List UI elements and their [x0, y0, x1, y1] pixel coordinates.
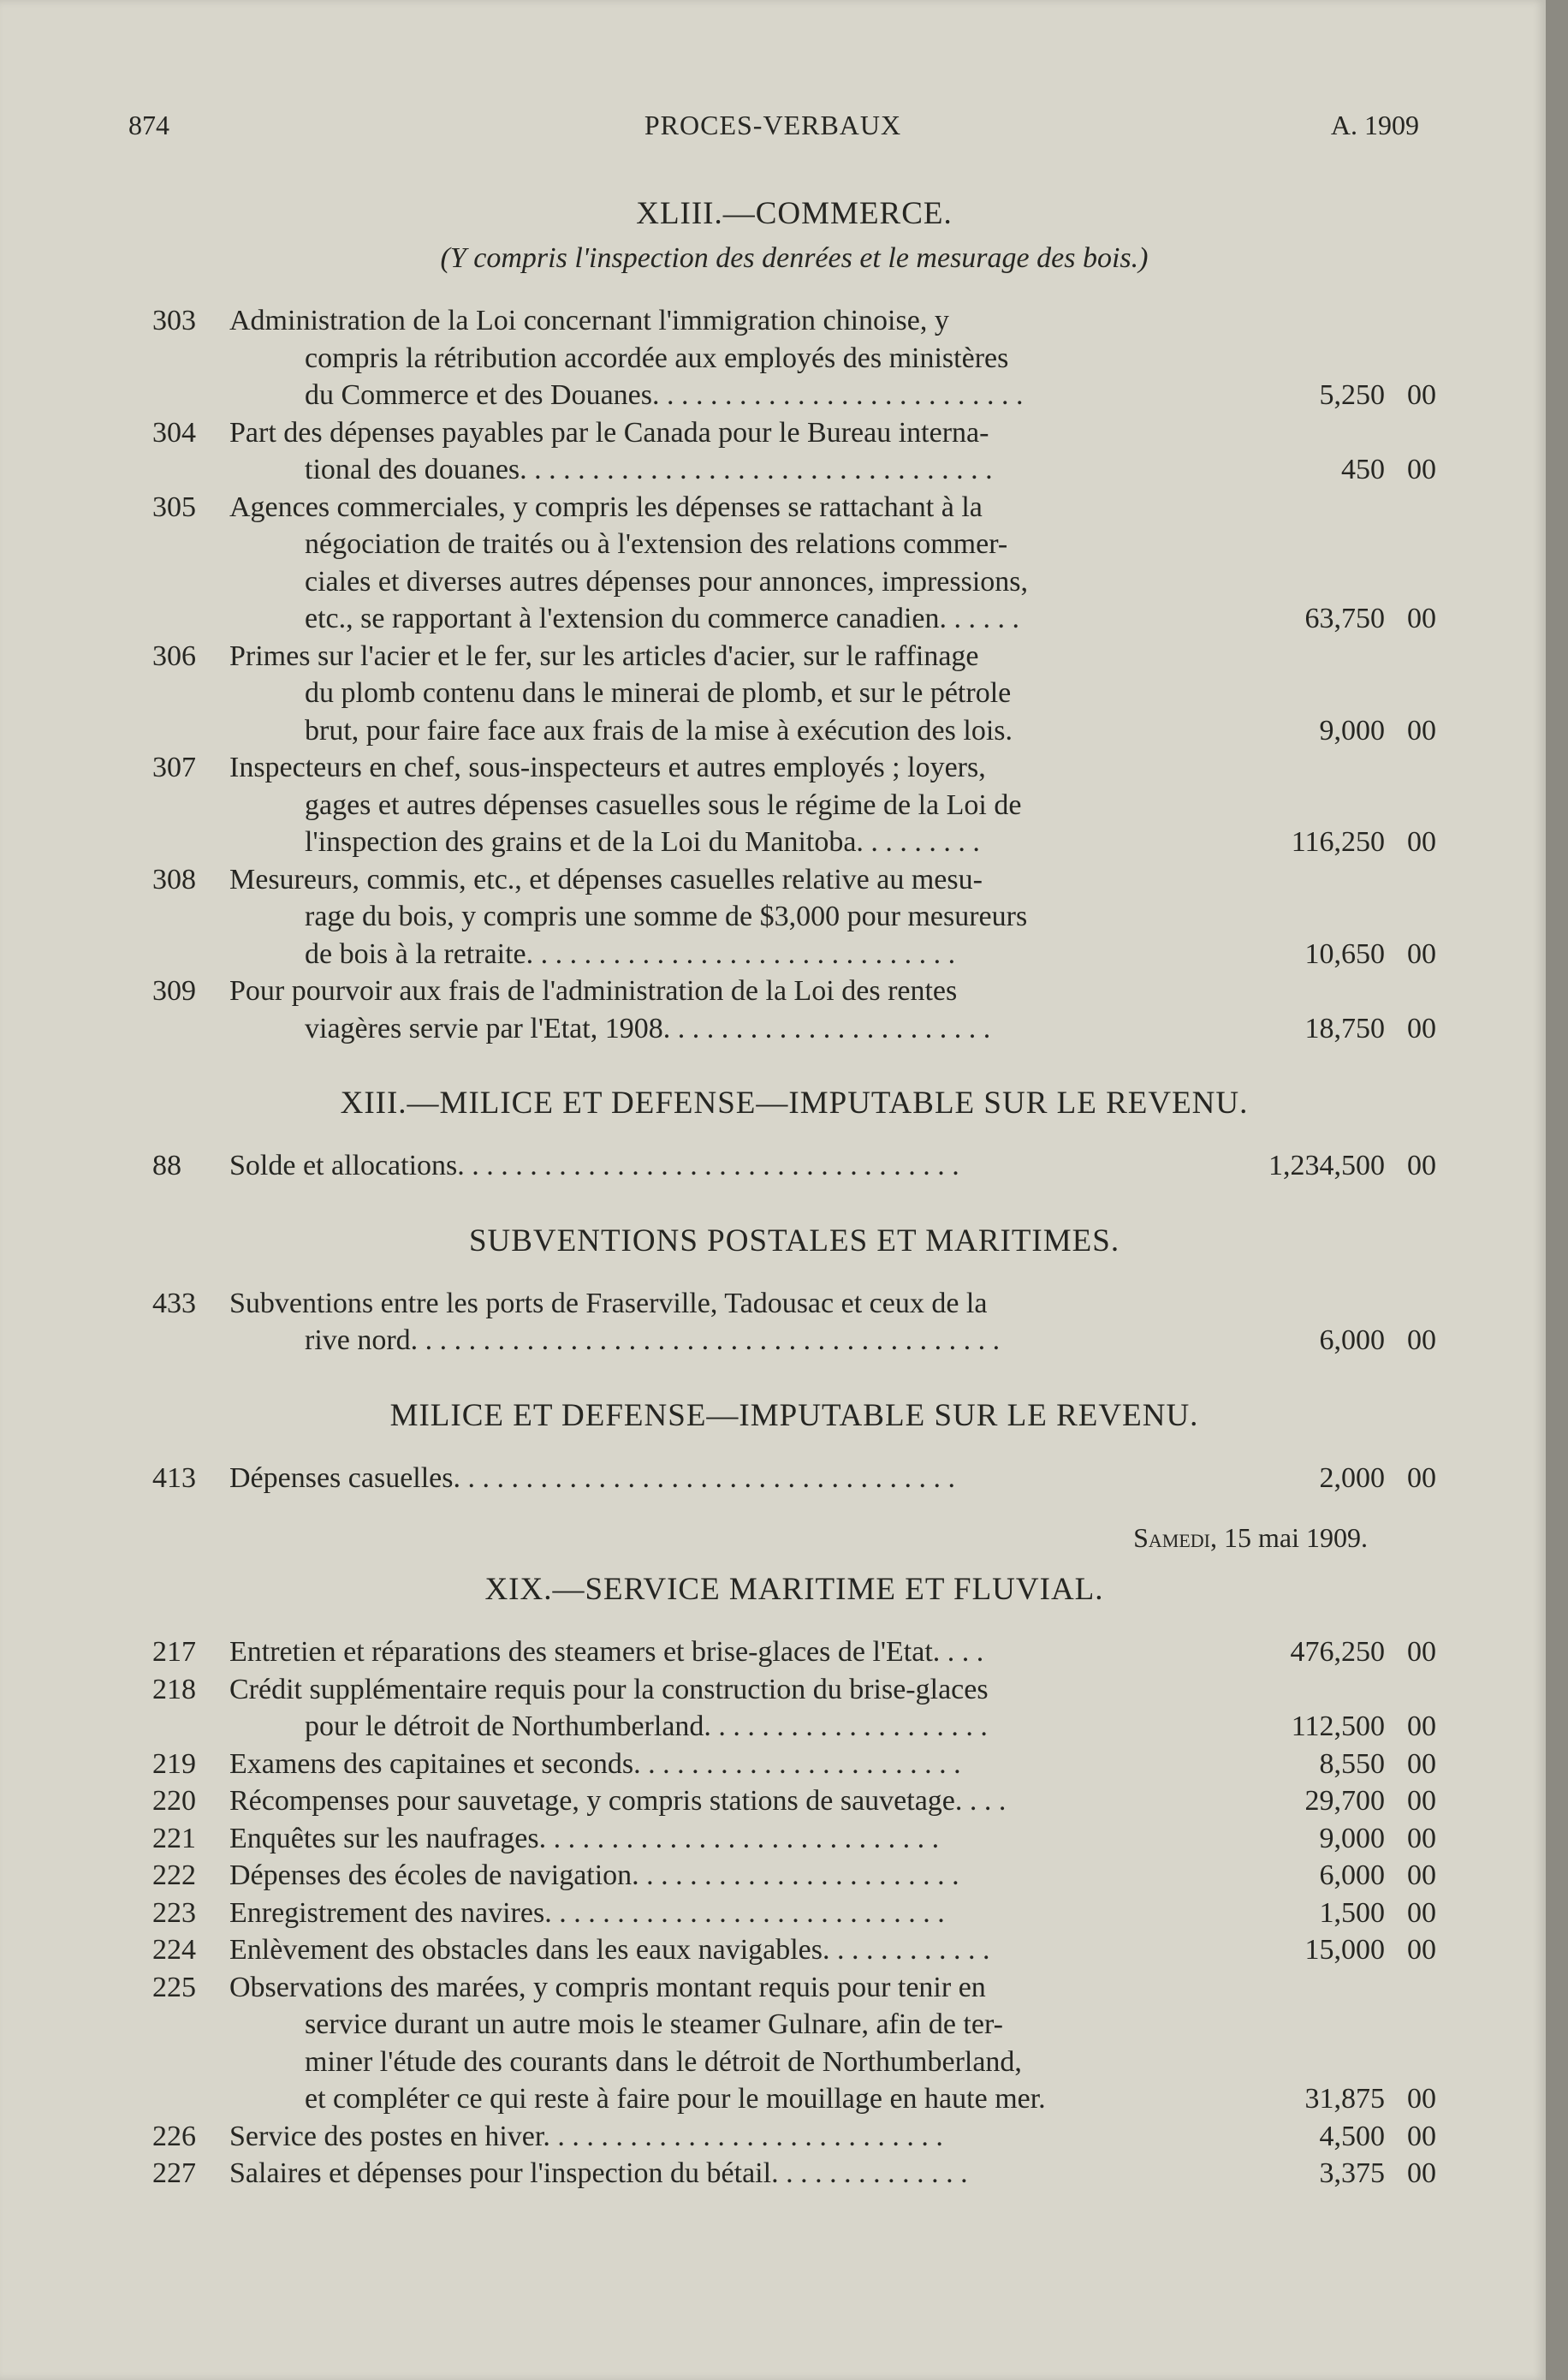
description-line: Crédit supplémentaire requis pour la construction du brise-glaces — [229, 1673, 989, 1705]
item-number: 223 — [152, 1896, 196, 1929]
description-line: Examens des capitaines et seconds. . . . . . . . . . . . . . . . . . . . . . . — [229, 1747, 961, 1780]
description-line: Administration de la Loi concernant l'immigration chinoise, y — [229, 305, 949, 336]
item-number: 308 — [152, 863, 196, 895]
description-line: service durant un autre mois le steamer Gulnare, afin de ter- — [305, 2008, 1003, 2040]
budget-item-row — [152, 1895, 1436, 1932]
item-description — [229, 1895, 1255, 1932]
item-amount — [1255, 414, 1436, 489]
item-amount — [1255, 1969, 1436, 2118]
amount-cents: 00 — [1407, 454, 1436, 485]
description-line: Récompenses pour sauvetage, y compris stations de sauvetage. . . . — [229, 1785, 1007, 1817]
description-line: rage du bois, y compris une somme de $3,000 pour mesureurs — [305, 901, 1028, 932]
amount-dollars: 116,250 — [1291, 826, 1385, 858]
item-amount — [1255, 1820, 1436, 1858]
budget-item-row — [152, 1820, 1436, 1858]
amount-cents: 00 — [1407, 826, 1436, 858]
item-amount — [1255, 1857, 1436, 1895]
description-line: miner l'étude des courants dans le détroit de Northumberland, — [305, 2045, 1022, 2078]
amount-dollars: 8,550 — [1319, 1747, 1385, 1780]
title-spacer — [152, 1608, 1436, 1633]
item-amount — [1255, 1931, 1436, 1969]
section-title: XLIII.—COMMERCE. — [636, 196, 953, 231]
section-spacer — [152, 1185, 1436, 1223]
description-line: pour le détroit de Northumberland. . . . . . . . . . . . . . . . . . . . — [305, 1711, 988, 1742]
description-line: du Commerce et des Douanes. . . . . . . . . . . . . . . . . . . . . . . . . . — [305, 379, 1024, 411]
item-description — [229, 1671, 1255, 1746]
budget-item-row — [152, 2155, 1436, 2193]
budget-item-row — [152, 973, 1436, 1047]
item-amount — [1255, 2118, 1436, 2156]
amount-cents: 00 — [1407, 1461, 1436, 1494]
amount-cents: 00 — [1407, 1822, 1436, 1854]
item-description — [229, 1857, 1255, 1895]
item-description — [229, 973, 1255, 1047]
item-description — [229, 1969, 1255, 2118]
item-amount — [1255, 489, 1436, 638]
title-spacer — [152, 1122, 1436, 1147]
page-number: 874 — [128, 110, 169, 140]
description-line: négociation de traités ou à l'extension des relations commer- — [305, 528, 1008, 560]
description-line: etc., se rapportant à l'extension du commerce canadien. . . . . . — [305, 603, 1020, 634]
description-line: Inspecteurs en chef, sous-inspecteurs et autres employés ; loyers, — [229, 752, 986, 783]
item-description — [229, 1147, 1255, 1185]
item-number: 227 — [152, 2157, 196, 2189]
item-description — [229, 638, 1255, 750]
amount-cents: 00 — [1407, 714, 1436, 747]
section-title: MILICE ET DEFENSE—IMPUTABLE SUR LE REVENU. — [389, 1397, 1199, 1433]
budget-item-row — [152, 1633, 1436, 1671]
description-line: Mesureurs, commis, etc., et dépenses casuelles relative au mesu- — [229, 863, 983, 895]
page-edge — [1546, 0, 1568, 2380]
description-line: du plomb contenu dans le minerai de plomb, et sur le pétrole — [305, 677, 1012, 709]
item-amount — [1255, 1147, 1436, 1185]
amount-dollars: 31,875 — [1304, 2083, 1385, 2115]
description-line: Part des dépenses payables par le Canada pour le Bureau interna- — [229, 416, 989, 449]
amount-cents: 00 — [1407, 1012, 1436, 1044]
amount-cents: 00 — [1407, 2083, 1436, 2115]
item-description — [229, 1285, 1255, 1360]
item-amount — [1255, 302, 1436, 414]
item-description — [229, 1746, 1255, 1783]
item-description — [229, 414, 1255, 489]
amount-dollars: 1,234,500 — [1268, 1150, 1385, 1181]
amount-cents: 00 — [1407, 1934, 1436, 1966]
description-line: tional des douanes. . . . . . . . . . . . . . . . . . . . . . . . . . . . . . . . . — [305, 454, 993, 485]
item-description — [229, 861, 1255, 973]
amount-cents: 00 — [1407, 1711, 1436, 1742]
budget-item-row — [152, 2118, 1436, 2156]
section-title: XIII.—MILICE ET DEFENSE—IMPUTABLE SUR LE REVENU. — [340, 1086, 1249, 1121]
amount-cents: 00 — [1407, 1636, 1436, 1668]
item-number: 217 — [152, 1636, 196, 1668]
item-number: 221 — [152, 1822, 196, 1854]
description-line: de bois à la retraite. . . . . . . . . . . . . . . . . . . . . . . . . . . . . . — [305, 937, 956, 970]
amount-cents: 00 — [1407, 1859, 1436, 1891]
amount-dollars: 4,500 — [1319, 2120, 1385, 2152]
amount-dollars: 15,000 — [1304, 1934, 1385, 1966]
title-spacer — [152, 1259, 1436, 1285]
date-weekday: Samedi, — [1133, 1522, 1218, 1553]
description-line: Primes sur l'acier et le fer, sur les articles d'acier, sur le raffinage — [229, 640, 979, 672]
page-header — [0, 110, 1546, 152]
amount-dollars: 3,375 — [1319, 2157, 1385, 2189]
budget-item-row — [152, 638, 1436, 750]
item-number: 225 — [152, 1971, 196, 2003]
description-line: rive nord. . . . . . . . . . . . . . . . . . . . . . . . . . . . . . . . . . . . . . . . . — [305, 1324, 1001, 1356]
description-line: et compléter ce qui reste à faire pour le mouillage en haute mer. — [305, 2083, 1046, 2115]
item-description — [229, 302, 1255, 414]
description-line: Dépenses des écoles de navigation. . . . . . . . . . . . . . . . . . . . . . . — [229, 1859, 959, 1891]
item-number: 224 — [152, 1934, 196, 1966]
item-number: 306 — [152, 640, 196, 672]
description-line: Observations des marées, y compris montant requis pour tenir en — [229, 1971, 986, 2003]
budget-item-row — [152, 1857, 1436, 1895]
title-spacer — [152, 1434, 1436, 1460]
amount-dollars: 6,000 — [1319, 1859, 1385, 1891]
amount-dollars: 10,650 — [1304, 937, 1385, 970]
amount-dollars: 29,700 — [1304, 1785, 1385, 1817]
item-description — [229, 749, 1255, 861]
item-amount — [1255, 861, 1436, 973]
budget-item-row — [152, 1285, 1436, 1360]
description-line: viagères servie par l'Etat, 1908. . . . . . . . . . . . . . . . . . . . . . . — [305, 1012, 991, 1044]
amount-dollars: 450 — [1341, 454, 1385, 485]
description-line: Enquêtes sur les naufrages. . . . . . . . . . . . . . . . . . . . . . . . . . . . — [229, 1822, 940, 1854]
budget-item-row — [152, 302, 1436, 414]
item-description — [229, 1931, 1255, 1969]
budget-item-row — [152, 861, 1436, 973]
description-line: Agences commerciales, y compris les dépenses se rattachant à la — [229, 491, 983, 523]
budget-item-row — [152, 489, 1436, 638]
amount-cents: 00 — [1407, 2157, 1436, 2189]
amount-cents: 00 — [1407, 2120, 1436, 2152]
item-number: 222 — [152, 1859, 196, 1891]
budget-item-row — [152, 1746, 1436, 1783]
budget-item-row — [152, 1931, 1436, 1969]
date-rest: 15 mai 1909. — [1217, 1522, 1368, 1553]
amount-cents: 00 — [1407, 1150, 1436, 1181]
amount-dollars: 18,750 — [1304, 1012, 1385, 1044]
item-description — [229, 1460, 1255, 1497]
section-spacer — [152, 1360, 1436, 1397]
amount-cents: 00 — [1407, 1747, 1436, 1780]
amount-dollars: 63,750 — [1304, 603, 1385, 634]
description-line: Enregistrement des navires. . . . . . . . . . . . . . . . . . . . . . . . . . . . — [229, 1896, 945, 1929]
description-line: Salaires et dépenses pour l'inspection du bétail. . . . . . . . . . . . . . — [229, 2157, 968, 2189]
budget-item-row — [152, 1969, 1436, 2118]
amount-dollars: 5,250 — [1319, 379, 1385, 411]
running-title: PROCES-VERBAUX — [644, 110, 902, 140]
section-title: SUBVENTIONS POSTALES ET MARITIMES. — [468, 1223, 1120, 1258]
item-description — [229, 2118, 1255, 2156]
item-description — [229, 1782, 1255, 1820]
description-line: Subventions entre les ports de Fraserville, Tadousac et ceux de la — [229, 1287, 988, 1319]
item-description — [229, 489, 1255, 638]
description-line: Entretien et réparations des steamers et brise-glaces de l'Etat. . . . — [229, 1636, 984, 1668]
description-line: Pour pourvoir aux frais de l'administration de la Loi des rentes — [229, 975, 958, 1007]
section-spacer — [152, 1047, 1436, 1085]
item-amount — [1255, 749, 1436, 861]
amount-cents: 00 — [1407, 1324, 1436, 1356]
amount-cents: 00 — [1407, 937, 1436, 970]
item-number: 220 — [152, 1785, 196, 1817]
amount-dollars: 1,500 — [1319, 1896, 1385, 1929]
item-amount — [1255, 1671, 1436, 1746]
description-line: compris la rétribution accordée aux employés des ministères — [305, 342, 1009, 374]
description-line: Enlèvement des obstacles dans les eaux navigables. . . . . . . . . . . . — [229, 1934, 990, 1966]
budget-item-row — [152, 414, 1436, 489]
amount-dollars: 9,000 — [1319, 714, 1385, 747]
item-description — [229, 1820, 1255, 1858]
budget-item-row — [152, 1671, 1436, 1746]
item-amount — [1255, 1782, 1436, 1820]
amount-cents: 00 — [1407, 379, 1436, 411]
item-amount — [1255, 638, 1436, 750]
description-line: Dépenses casuelles. . . . . . . . . . . . . . . . . . . . . . . . . . . . . . . . . . . — [229, 1461, 956, 1494]
item-number: 309 — [152, 975, 196, 1007]
amount-cents: 00 — [1407, 1785, 1436, 1817]
amount-dollars: 476,250 — [1290, 1636, 1385, 1668]
item-description — [229, 2155, 1255, 2193]
amount-dollars: 9,000 — [1319, 1822, 1385, 1854]
budget-item-row — [152, 1460, 1436, 1497]
description-line: ciales et diverses autres dépenses pour annonces, impressions, — [305, 565, 1029, 598]
amount-cents: 00 — [1407, 1896, 1436, 1929]
session-date — [152, 1522, 1368, 1554]
budget-item-row — [152, 749, 1436, 861]
description-line: Service des postes en hiver. . . . . . . . . . . . . . . . . . . . . . . . . . . . — [229, 2120, 943, 2152]
amount-cents: 00 — [1407, 603, 1436, 634]
amount-dollars: 112,500 — [1291, 1711, 1385, 1742]
budget-item-row — [152, 1147, 1436, 1185]
item-amount — [1255, 1285, 1436, 1360]
item-number: 226 — [152, 2120, 196, 2152]
item-number: 307 — [152, 752, 196, 783]
item-number: 303 — [152, 305, 196, 336]
item-number: 304 — [152, 416, 196, 449]
item-amount — [1255, 973, 1436, 1047]
description-line: l'inspection des grains et de la Loi du Manitoba. . . . . . . . . — [305, 826, 980, 858]
amount-dollars: 6,000 — [1319, 1324, 1385, 1356]
item-number: 433 — [152, 1287, 196, 1319]
section-subtitle: (Y compris l'inspection des denrées et le mesurage des bois.) — [440, 242, 1149, 274]
header-year: A. 1909 — [1330, 110, 1419, 140]
item-amount — [1255, 2155, 1436, 2193]
item-description — [229, 1633, 1255, 1671]
document-body — [152, 195, 1436, 2193]
item-amount — [1255, 1895, 1436, 1932]
item-amount — [1255, 1746, 1436, 1783]
amount-dollars: 2,000 — [1319, 1461, 1385, 1494]
item-number: 305 — [152, 491, 196, 523]
budget-item-row — [152, 1782, 1436, 1820]
item-number: 218 — [152, 1673, 196, 1705]
item-number: 88 — [152, 1150, 181, 1181]
section-title: XIX.—SERVICE MARITIME ET FLUVIAL. — [484, 1572, 1104, 1607]
item-number: 413 — [152, 1461, 196, 1494]
description-line: Solde et allocations. . . . . . . . . . . . . . . . . . . . . . . . . . . . . . . . . . . — [229, 1150, 959, 1181]
description-line: brut, pour faire face aux frais de la mise à exécution des lois. — [305, 714, 1013, 747]
item-number: 219 — [152, 1747, 196, 1780]
item-amount — [1255, 1633, 1436, 1671]
item-amount — [1255, 1460, 1436, 1497]
description-line: gages et autres dépenses casuelles sous le régime de la Loi de — [305, 788, 1022, 821]
